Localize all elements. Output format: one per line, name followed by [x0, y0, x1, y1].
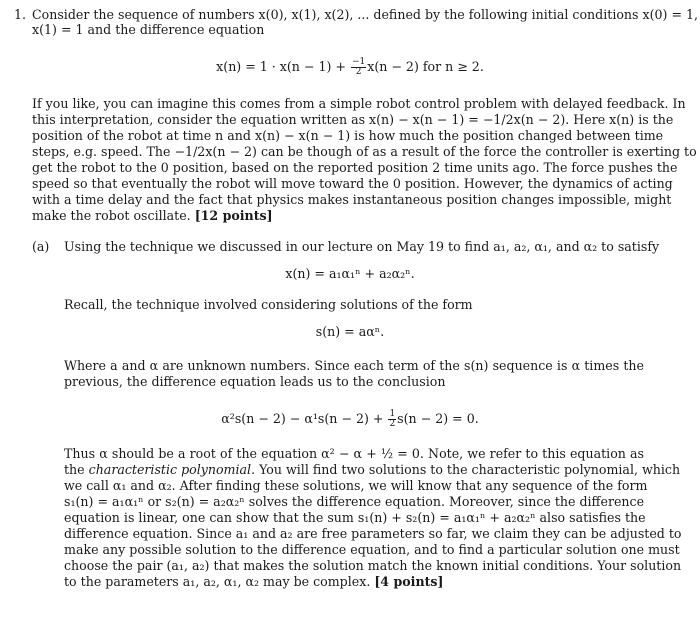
- para-line-4-b: x(n − 2) can be though of as a result of the force the controller is exerting to: [205, 144, 697, 159]
- thus-line-8: choose the pair (a₁, a₂) that makes the solution match the known initial conditions. Your solution: [64, 558, 682, 573]
- para-line-3: position of the robot at time n and x(n) − x(n − 1) is how much the position changed between time: [32, 128, 664, 143]
- para-line-2-b: x(n − 2). Here x(n) is the: [513, 112, 674, 127]
- equation-frac-numerator: −1: [351, 57, 366, 67]
- para-line-1: If you like, you can imagine this comes from a simple robot control problem with delayed feedback. In: [32, 96, 686, 111]
- equation-frac-denominator: 2: [355, 67, 362, 77]
- para-line-4-a: steps, e.g. speed. The: [32, 144, 175, 159]
- thus-line-3: we call α₁ and α₂. After finding these solutions, we will know that any sequence of the form: [64, 478, 648, 493]
- thus-line-2: [64, 462, 681, 477]
- thus-line-7: make any possible solution to the difference equation, and to find a particular solution one must: [64, 542, 680, 557]
- thus-line-6: difference equation. Since a₁ and a₂ are free parameters so far, we claim they can be adjusted to: [64, 526, 682, 541]
- recall-line: Recall, the technique involved considering solutions of the form: [64, 297, 473, 312]
- thus-line-9-text: to the parameters a₁, a₂, α₁, α₂ may be complex.: [64, 574, 371, 589]
- conclusion-lhs: α²s(n − 2) − α¹s(n − 2) +: [221, 411, 388, 426]
- thus-line-2-b: . You will find two solutions to the characteristic polynomial, which: [251, 462, 681, 477]
- thus-line-1-b: = 0. Note, we refer to this equation as: [393, 446, 644, 461]
- conclusion-fraction: [388, 410, 396, 429]
- intro-line-2: x(1) = 1 and the difference equation: [32, 22, 265, 37]
- thus-line-5: equation is linear, one can show that the sum s₁(n) + s₂(n) = a₁α₁ⁿ + a₂α₂ⁿ also satisfies the: [64, 510, 646, 525]
- thus-line-9: [64, 574, 443, 589]
- para-line-6: speed so that eventually the robot will move toward the 0 position. However, the dynamics of acting: [32, 176, 673, 191]
- equation-rhs: x(n − 2) for n ≥ 2.: [367, 59, 484, 74]
- para-line-2-a: this interpretation, consider the equation written as x(n) − x(n − 1) =: [32, 112, 483, 127]
- main-equation: [0, 58, 700, 77]
- para-line-7: with a time delay and the fact that physics makes instantaneous position changes impossible, might: [32, 192, 672, 207]
- equation-general-solution: x(n) = a₁α₁ⁿ + a₂α₂ⁿ.: [285, 266, 415, 281]
- conclusion-rhs: s(n − 2) = 0.: [397, 411, 479, 426]
- conclusion-frac-numerator: 1: [389, 409, 396, 419]
- para-line-2-frac: −1/2: [482, 112, 514, 127]
- para-line-4: [32, 144, 697, 159]
- conclusion-frac-denominator: 2: [389, 419, 396, 429]
- part-a-label: (a): [32, 239, 50, 254]
- equation-fraction: [351, 58, 366, 77]
- part-a-points: [4 points]: [374, 574, 444, 589]
- thus-line-4: s₁(n) = a₁α₁ⁿ or s₂(n) = a₂α₂ⁿ solves the difference equation. Moreover, since the difference: [64, 494, 645, 509]
- intro-line-1: Consider the sequence of numbers x(0), x(1), x(2), ... defined by the following initial conditions x(0) = 1,: [32, 7, 699, 22]
- where-line-1: Where a and α are unknown numbers. Since each term of the s(n) sequence is α times the: [64, 358, 644, 373]
- where-line-2: previous, the difference equation leads us to the conclusion: [64, 374, 446, 389]
- thus-line-2-a: the: [64, 462, 89, 477]
- thus-line-1-a: Thus α should be a root of the equation α² − α +: [64, 446, 381, 461]
- problem-points: [12 points]: [194, 208, 273, 223]
- equation-conclusion: [0, 410, 700, 429]
- equation-trial-solution: s(n) = aαⁿ.: [315, 324, 385, 339]
- para-line-4-frac: −1/2: [174, 144, 206, 159]
- para-line-8-text: make the robot oscillate.: [32, 208, 191, 223]
- problem-number: 1.: [14, 7, 27, 22]
- part-a-line-1: Using the technique we discussed in our lecture on May 19 to find a₁, a₂, α₁, and α₂ to satisfy: [64, 239, 660, 254]
- thus-line-1-frac: ½: [380, 446, 394, 461]
- para-line-8: [32, 208, 273, 223]
- characteristic-polynomial-term: characteristic polynomial: [88, 462, 252, 477]
- equation-lhs: x(n) = 1 · x(n − 1) +: [216, 59, 350, 74]
- para-line-2: [32, 112, 674, 127]
- para-line-5: get the robot to the 0 position, based on the reported position 2 time units ago. The force pushes the: [32, 160, 678, 175]
- thus-line-1: [64, 446, 644, 461]
